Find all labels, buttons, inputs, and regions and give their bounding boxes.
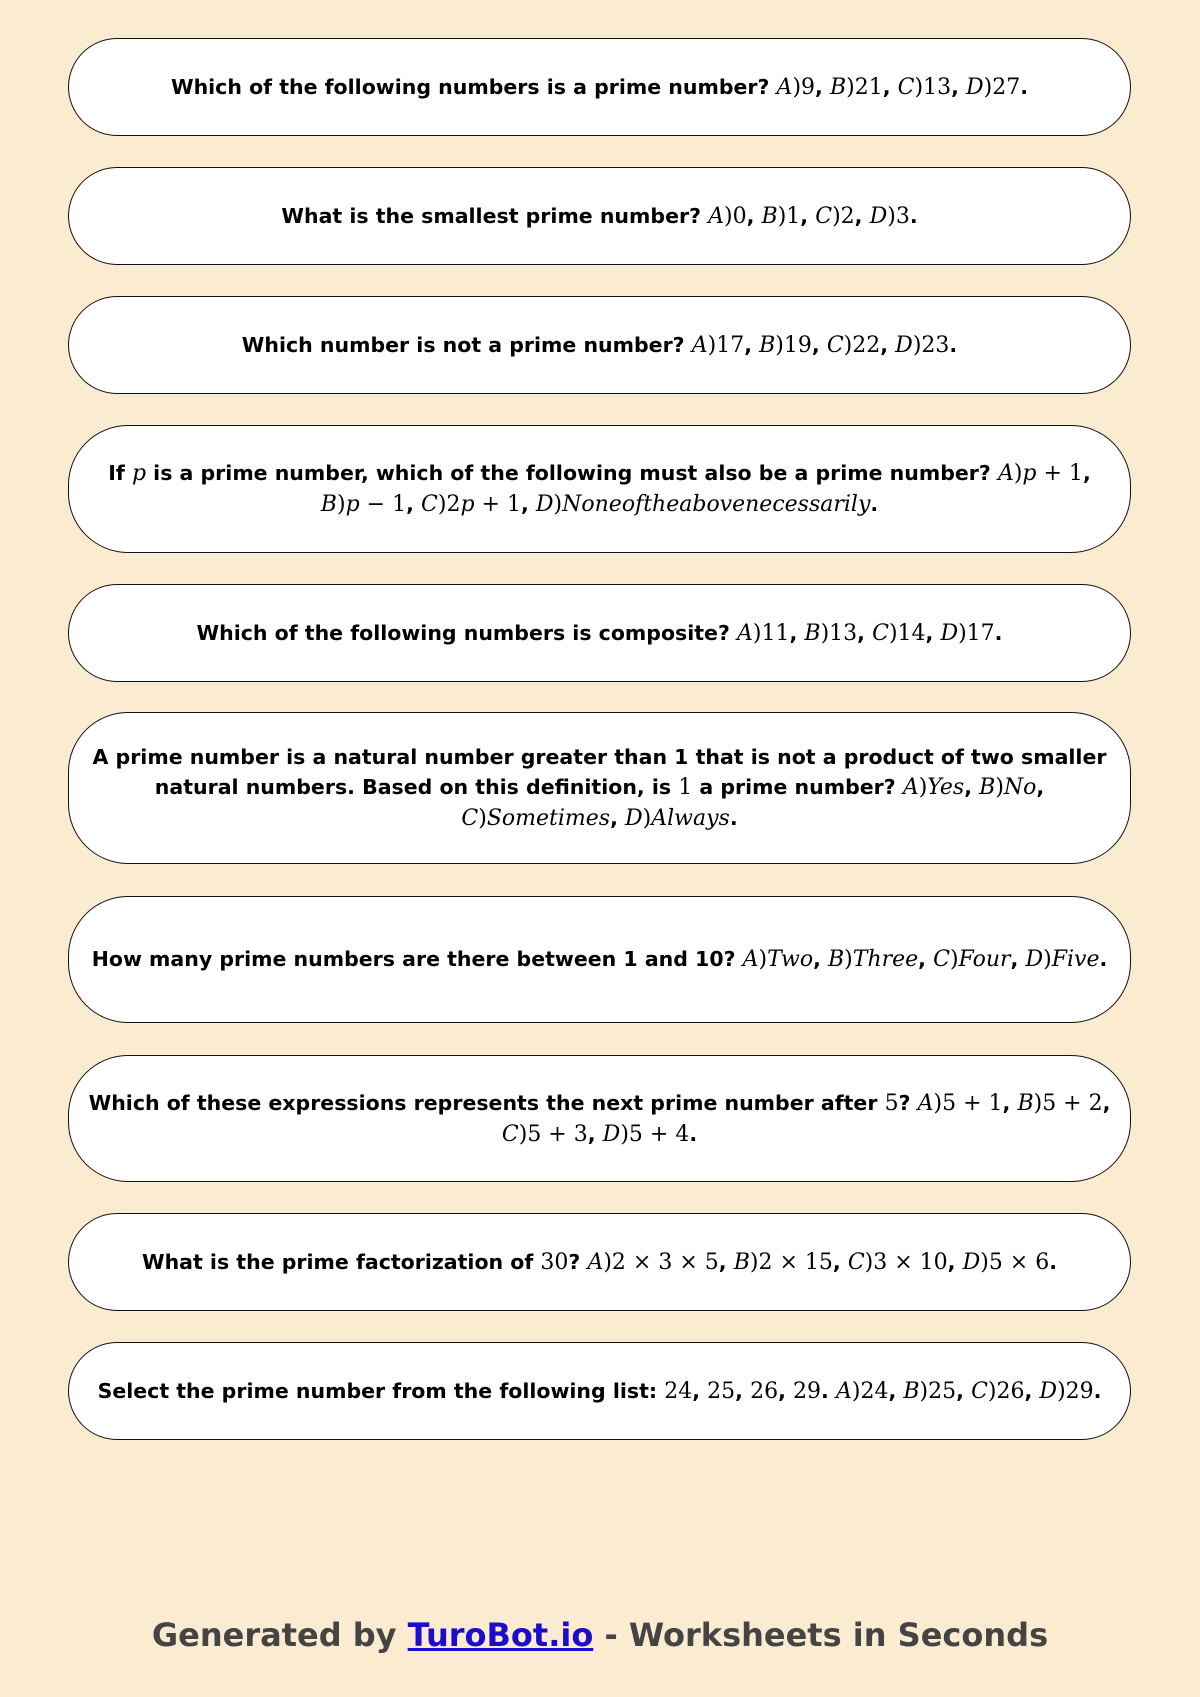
text-run: ,	[587, 1121, 603, 1146]
math-run: )3 × 10	[864, 1249, 948, 1275]
math-run: 25	[707, 1378, 736, 1404]
footer-suffix: - Worksheets in Seconds	[593, 1616, 1049, 1654]
math-run: C	[815, 203, 833, 229]
math-run: C	[933, 947, 950, 972]
math-run: A	[997, 461, 1014, 486]
math-run: Yes	[927, 775, 965, 800]
text-run: A prime number is a natural number greater than 1 that is not a product of two smaller natural numbers. Based on this definition, is	[92, 745, 1107, 799]
math-run: )	[844, 947, 853, 972]
question-card-4	[68, 425, 1131, 553]
text-run: Which of the following numbers is composite?	[196, 620, 737, 645]
math-run: + 1	[1036, 461, 1083, 486]
question-card-3	[68, 296, 1131, 394]
math-run: )2 × 3 × 5	[603, 1249, 719, 1275]
text-run: How many prime numbers are there between 1 and 10?	[91, 947, 743, 971]
text-run: ,	[800, 203, 816, 228]
text-run: ,	[888, 1378, 904, 1403]
text-run: ,	[718, 1249, 734, 1274]
turobot-link[interactable]: TuroBot.io	[407, 1616, 594, 1654]
math-run: )5 × 6	[980, 1249, 1050, 1275]
math-run: B	[759, 332, 776, 358]
math-run: A	[902, 775, 919, 800]
math-run: A	[742, 947, 759, 972]
text-run: What is the prime factorization of	[141, 1249, 541, 1274]
math-run: p	[1022, 461, 1037, 486]
math-run: Three	[852, 947, 919, 972]
math-run: )	[478, 806, 487, 831]
text-run: ,	[857, 620, 873, 645]
math-run: 29	[793, 1378, 822, 1404]
text-run: ,	[746, 203, 762, 228]
text-run: .	[821, 1378, 836, 1403]
text-run: ,	[1036, 775, 1045, 799]
math-run: )23	[912, 332, 950, 358]
question-text	[242, 330, 957, 361]
question-text	[87, 1088, 1112, 1150]
question-text	[87, 742, 1112, 834]
text-run: ,	[811, 332, 827, 357]
math-run: A	[708, 203, 724, 229]
math-run: )	[336, 492, 346, 517]
math-run: )2	[437, 492, 461, 517]
math-run: D	[602, 1121, 621, 1147]
text-run: ,	[880, 332, 896, 357]
math-run: )5 + 3	[518, 1121, 588, 1147]
math-run: A	[587, 1249, 604, 1275]
text-run: .	[909, 203, 918, 228]
math-run: C	[501, 1121, 519, 1147]
math-run: )9	[792, 74, 816, 100]
math-run: Always	[651, 806, 730, 831]
math-run: )29	[1057, 1378, 1094, 1404]
math-run: )	[995, 775, 1004, 800]
text-run: ,	[918, 947, 934, 971]
text-run: ,	[815, 74, 830, 99]
math-run: 24	[664, 1378, 693, 1404]
math-run: )	[949, 947, 959, 972]
math-run: D	[625, 806, 643, 831]
math-run: )5 + 1	[933, 1090, 1003, 1116]
math-run: − 1	[359, 492, 407, 517]
math-run: C	[897, 74, 915, 100]
text-run: ,	[854, 203, 870, 228]
math-run: B	[1017, 1090, 1034, 1116]
math-run: Two	[767, 947, 814, 972]
math-run: )	[642, 806, 652, 831]
text-run: If	[108, 461, 132, 485]
math-run: D	[940, 620, 959, 646]
math-run: A	[737, 620, 753, 646]
question-card-10	[68, 1342, 1131, 1440]
math-run: A	[776, 74, 793, 100]
math-run: B	[761, 203, 778, 229]
question-card-2	[68, 167, 1131, 265]
question-text	[281, 201, 917, 232]
text-run: ,	[925, 620, 941, 645]
text-run: ,	[832, 1249, 848, 1274]
text-run: ,	[956, 1378, 972, 1403]
math-run: D	[895, 332, 913, 358]
text-run: .	[689, 1121, 698, 1146]
question-text	[197, 618, 1003, 649]
text-run: ?	[898, 1090, 918, 1115]
math-run: )24	[851, 1378, 889, 1404]
math-run: 5	[884, 1090, 899, 1116]
math-run: B	[829, 74, 847, 100]
math-run: + 1	[474, 492, 521, 517]
text-run: ?	[568, 1249, 588, 1274]
question-text	[142, 1247, 1057, 1278]
math-run: )1	[777, 203, 801, 229]
text-run: ,	[735, 1378, 751, 1403]
question-card-8	[68, 1055, 1131, 1182]
question-card-9	[68, 1213, 1131, 1311]
text-run: ,	[1102, 1090, 1111, 1115]
math-run: 26	[750, 1378, 779, 1404]
math-run: )25	[919, 1378, 957, 1404]
text-run: ,	[744, 332, 760, 357]
math-run: )	[553, 492, 563, 517]
math-run: )5 + 4	[620, 1121, 690, 1147]
math-run: )17	[707, 332, 745, 358]
question-card-7	[68, 896, 1131, 1023]
math-run: A	[691, 332, 708, 358]
math-run: )2	[832, 203, 855, 229]
math-run: )14	[888, 620, 926, 646]
math-run: )27	[983, 74, 1021, 100]
math-run: D	[966, 74, 984, 100]
math-run: B	[320, 492, 337, 517]
math-run: p	[131, 461, 147, 486]
text-run: .	[1099, 947, 1108, 971]
text-run: ,	[1082, 461, 1091, 485]
math-run: C	[872, 620, 889, 646]
text-run: ,	[951, 74, 967, 99]
math-run: D	[1039, 1378, 1058, 1404]
math-run: A	[835, 1378, 852, 1404]
math-run: )13	[820, 620, 858, 646]
question-card-1	[68, 38, 1131, 136]
math-run: )21	[846, 74, 883, 100]
math-run: Four	[958, 947, 1011, 972]
math-run: )	[1043, 947, 1052, 972]
text-run: Which number is not a prime number?	[241, 332, 692, 357]
math-run: )26	[987, 1378, 1025, 1404]
math-run: C	[461, 806, 479, 831]
text-run: ,	[520, 492, 536, 516]
text-run: ,	[406, 492, 422, 516]
text-run: ,	[964, 775, 980, 799]
question-text	[98, 1376, 1102, 1407]
math-run: D	[1025, 947, 1044, 972]
math-run: D	[535, 492, 554, 517]
math-run: A	[917, 1090, 934, 1116]
math-run: C	[826, 332, 844, 358]
text-run: ,	[1002, 1090, 1018, 1115]
text-run: What is the smallest prime number?	[281, 203, 709, 228]
math-run: )3	[887, 203, 910, 229]
text-run: ,	[789, 620, 805, 645]
math-run: C	[971, 1378, 988, 1404]
text-run: a prime number?	[692, 775, 903, 799]
question-text	[92, 944, 1108, 975]
math-run: B	[804, 620, 821, 646]
math-run: )17	[958, 620, 995, 646]
text-run: ,	[778, 1378, 794, 1403]
text-run: ,	[610, 806, 625, 830]
math-run: 1	[678, 775, 693, 800]
math-run: No	[1003, 775, 1037, 800]
math-run: B	[903, 1378, 920, 1404]
text-run: ,	[1024, 1378, 1040, 1403]
text-run: ,	[692, 1378, 708, 1403]
math-run: C	[847, 1249, 865, 1275]
math-run: 30	[540, 1249, 569, 1275]
math-run: )	[1013, 461, 1023, 486]
text-run: ,	[813, 947, 828, 971]
text-run: ,	[947, 1249, 963, 1274]
text-run: .	[1020, 74, 1029, 99]
text-run: Which of the following numbers is a prime number?	[170, 74, 777, 99]
question-text	[87, 458, 1112, 520]
question-card-5	[68, 584, 1131, 682]
question-text	[171, 72, 1028, 103]
math-run: )	[758, 947, 768, 972]
footer	[0, 1616, 1200, 1654]
text-run: is a prime number, which of the following must also be a prime number?	[146, 461, 998, 485]
math-run: p	[345, 492, 360, 517]
math-run: )2 × 15	[749, 1249, 833, 1275]
math-run: )11	[752, 620, 790, 646]
math-run: )22	[843, 332, 881, 358]
text-run: .	[1093, 1378, 1102, 1403]
math-run: D	[869, 203, 888, 229]
text-run: ,	[882, 74, 898, 99]
math-run: Five	[1051, 947, 1100, 972]
math-run: )13	[914, 74, 952, 100]
text-run: .	[729, 806, 738, 830]
math-run: )0	[724, 203, 747, 229]
math-run: Sometimes	[486, 806, 611, 831]
math-run: Noneoftheabovenecessarily	[562, 492, 871, 517]
math-run: D	[962, 1249, 981, 1275]
text-run: ,	[1010, 947, 1026, 971]
math-run: )	[918, 775, 928, 800]
footer-prefix: Generated by	[151, 1616, 408, 1654]
text-run: .	[870, 492, 879, 516]
math-run: B	[828, 947, 845, 972]
math-run: C	[421, 492, 438, 517]
math-run: B	[733, 1249, 750, 1275]
math-run: )5 + 2	[1033, 1090, 1103, 1116]
text-run: .	[1049, 1249, 1058, 1274]
text-run: .	[994, 620, 1003, 645]
math-run: )19	[775, 332, 812, 358]
math-run: B	[979, 775, 996, 800]
text-run: Select the prime number from the following list:	[97, 1378, 665, 1403]
text-run: Which of these expressions represents the next prime number after	[88, 1090, 885, 1115]
text-run: .	[949, 332, 958, 357]
question-card-6	[68, 712, 1131, 864]
math-run: p	[460, 492, 475, 517]
